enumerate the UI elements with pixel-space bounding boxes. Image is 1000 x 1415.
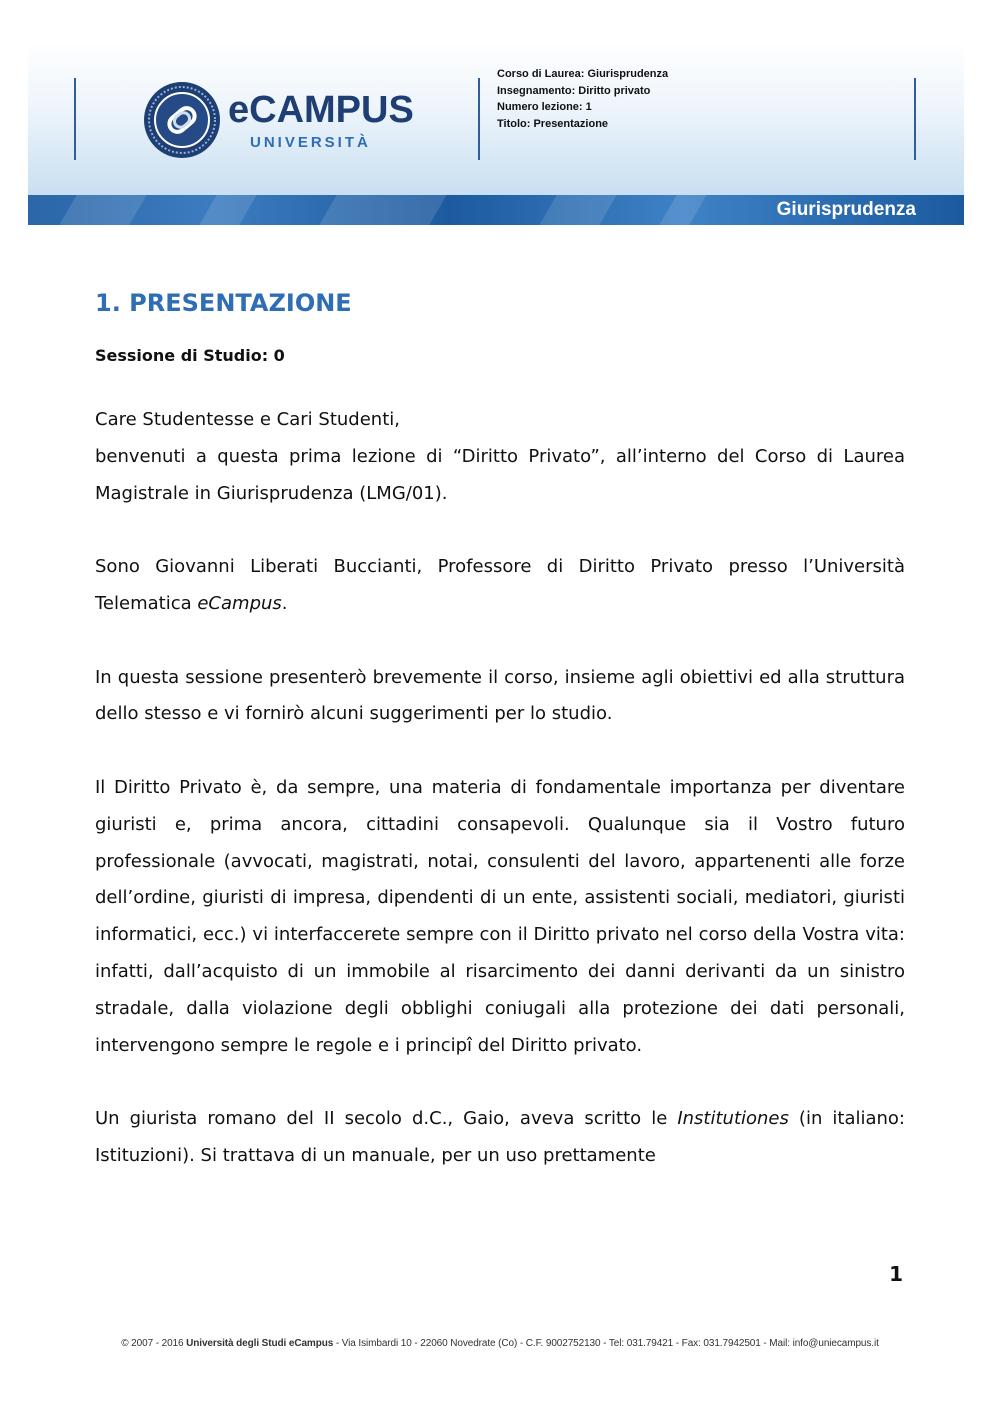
paragraph-welcome: benvenuti a questa prima lezione di “Diritto Privato”, all’interno del Corso di Laurea Magistrale in Giurisprudenza (LMG/01). (95, 445, 905, 504)
paragraph-importance: Il Diritto Privato è, da sempre, una materia di fondamentale importanza per diventare giuristi e, prima ancora, cittadini consapevoli. Qualunque sia il Vostro futuro professionale (avvocati, magistrati, notai, consulenti del lavoro, appartenenti alle forze dell’ordine, giuristi di impresa, dipendenti di un ente, assistenti sociali, mediatori, giuristi informatici, ecc.) vi interfaccerete sempre con il Diritto privato nel corso della Vostra vita: infatti, dall’acquisto di un immobile al risarcimento dei danni derivanti da un sinistro stradale, dalla violazione degli obblighi coniugali alla protezione dei dati personali, intervengono sempre le regole e i principî del Diritto privato. (95, 776, 905, 1056)
page-footer (0, 1338, 1000, 1349)
footer-details: - Via Isimbardi 10 - 22060 Novedrate (Co) - C.F. 9002752130 - Tel: 031.79421 - Fax: 031.7942501 - Mail: info@uniecampus.it (333, 1338, 879, 1349)
italic-text: Institutiones (677, 1108, 789, 1130)
page-number: 1 (889, 1262, 903, 1286)
header-divider-right (914, 78, 916, 160)
brand-name: eCAMPUS (228, 89, 414, 131)
paragraph-gaio (95, 1101, 905, 1175)
session-label: Sessione di Studio: 0 (95, 346, 285, 365)
footer-copyright: © 2007 - 2016 (121, 1338, 187, 1349)
footer-institution: Università degli Studi eCampus (186, 1338, 334, 1349)
italic-text: eCampus (197, 592, 282, 614)
university-seal-icon (142, 80, 222, 160)
brand-subtitle: UNIVERSITÀ (250, 134, 371, 151)
text-run: Un giurista romano del II secolo d.C., Gaio, aveva scritto le (95, 1108, 678, 1130)
meta-lesson-number: Numero lezione: 1 (497, 101, 592, 113)
faculty-label: Giurisprudenza (776, 199, 916, 220)
meta-title: Titolo: Presentazione (497, 117, 609, 130)
meta-subject: Insegnamento: Diritto privato (497, 84, 651, 97)
header-divider-middle (478, 78, 480, 160)
header-divider-left (74, 78, 76, 160)
text-run: (in italiano: Istituzioni). Si trattava di un manuale, per un uso prettamente (95, 1108, 905, 1166)
text-run: Sono Giovanni Liberati Buccianti, Professore di Diritto Privato presso l’Università Telematica (95, 556, 905, 614)
lesson-content (95, 284, 905, 1175)
header-banner (28, 42, 964, 225)
section-title: 1. PRESENTAZIONE (95, 289, 352, 317)
paragraph-professor (95, 549, 905, 623)
text-run: . (281, 592, 288, 614)
course-meta (497, 66, 668, 132)
paragraph-session: In questa sessione presenterò brevemente il corso, insieme agli obiettivi ed alla struttura dello stesso e vi fornirò alcuni suggerimenti per lo studio. (95, 666, 905, 725)
faculty-ribbon (28, 195, 964, 225)
greeting: Care Studentesse e Cari Studenti, (95, 409, 400, 430)
ecampus-logo (142, 80, 432, 160)
meta-course: Corso di Laurea: Giurisprudenza (497, 68, 669, 80)
